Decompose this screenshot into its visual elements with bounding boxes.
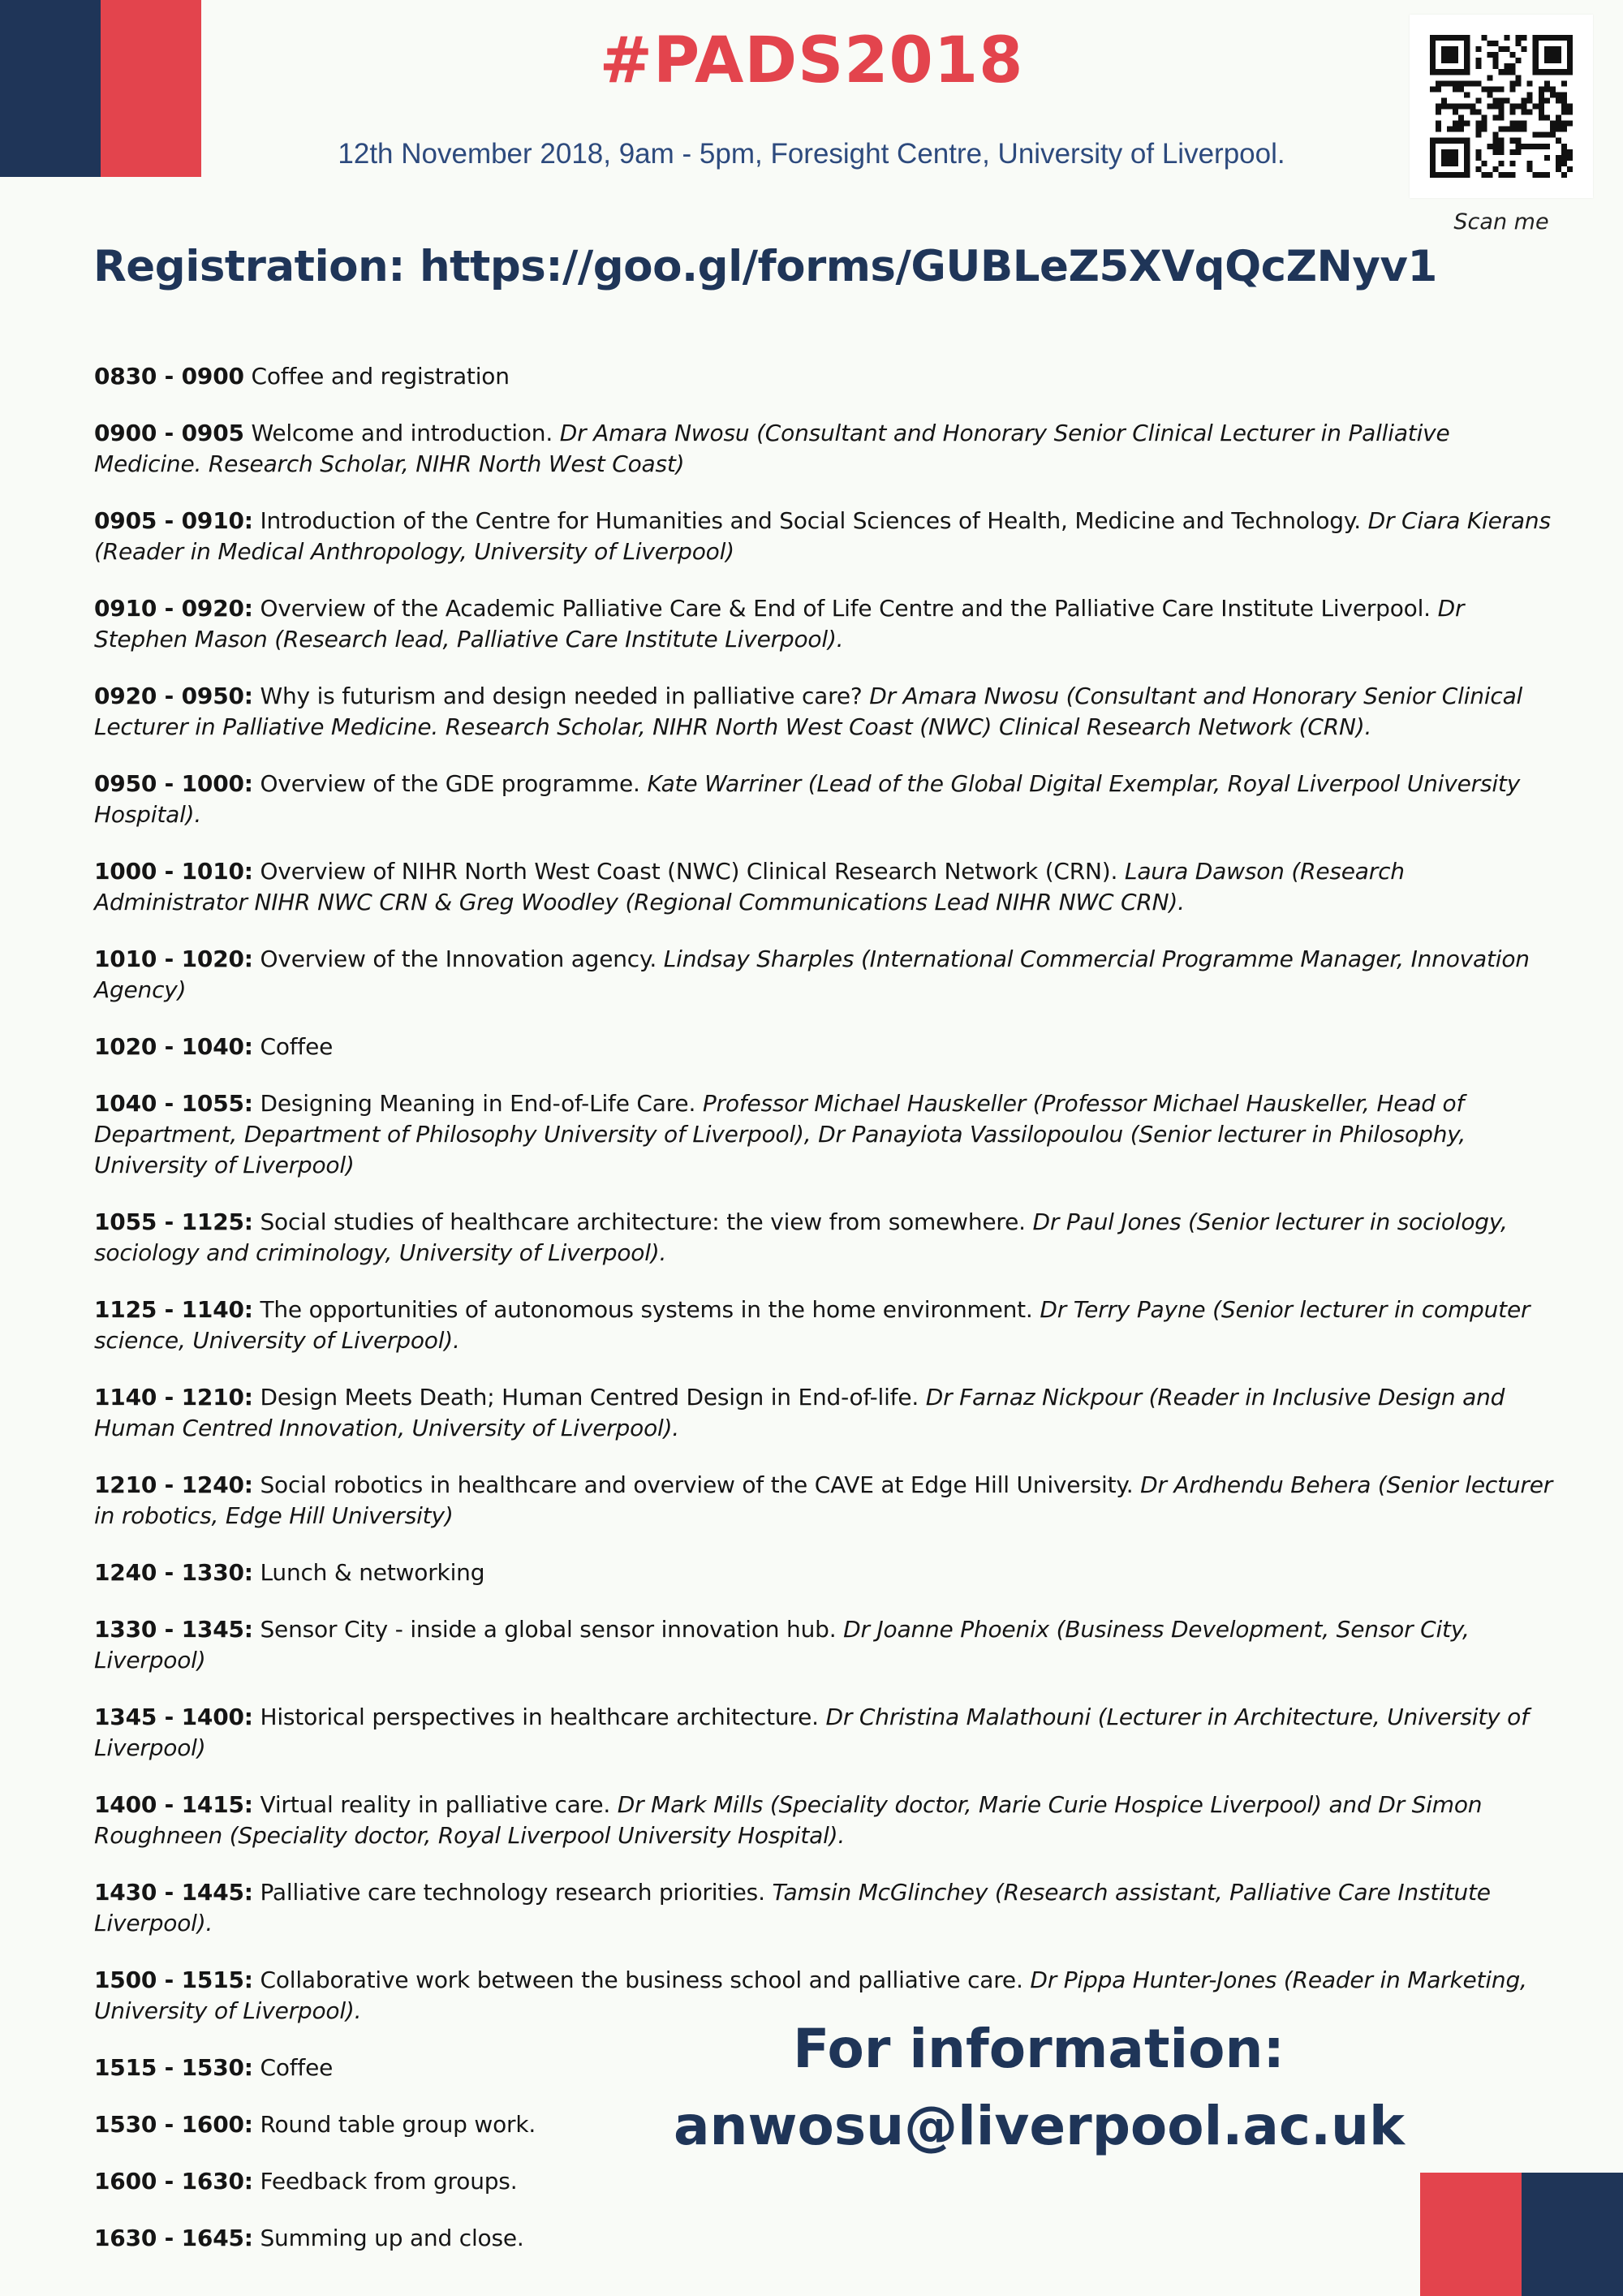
- agenda-session-title: Historical perspectives in healthcare architecture.: [260, 1704, 819, 1730]
- agenda-time: 0910 - 0920:: [94, 595, 253, 622]
- agenda-time: 1330 - 1345:: [94, 1616, 253, 1643]
- agenda-item: [94, 506, 1555, 567]
- agenda-time: 1000 - 1010:: [94, 858, 253, 885]
- agenda-speaker: Tamsin McGlinchey (Research assistant, Palliative Care Institute Liverpool).: [94, 1879, 1491, 1936]
- qr-code[interactable]: [1410, 15, 1593, 198]
- agenda-item: [94, 1207, 1555, 1269]
- event-date-location: 12th November 2018, 9am - 5pm, Foresight Centre, University of Liverpool.: [338, 138, 1285, 170]
- agenda-time: 1400 - 1415:: [94, 1791, 253, 1818]
- agenda-speaker: Kate Warriner (Lead of the Global Digital Exemplar, Royal Liverpool University Hospital).: [94, 770, 1521, 828]
- agenda-item: [94, 1557, 1555, 1588]
- agenda-session-title: Round table group work.: [260, 2111, 536, 2138]
- agenda-item: [94, 2166, 1555, 2197]
- agenda-time: 1140 - 1210:: [94, 1384, 253, 1411]
- agenda-item: [94, 681, 1555, 743]
- agenda-speaker: Dr Ardhendu Behera (Senior lecturer in robotics, Edge Hill University): [94, 1471, 1553, 1529]
- agenda-session-title: Overview of the Academic Palliative Care & End of Life Centre and the Palliative Care Institute Liverpool.: [260, 595, 1431, 622]
- agenda-item: [94, 418, 1555, 480]
- agenda-session-title: Sensor City - inside a global sensor innovation hub.: [260, 1616, 837, 1643]
- agenda-speaker: Dr Amara Nwosu (Consultant and Honorary Senior Clinical Lecturer in Palliative Medicine. Research Scholar, NIHR North West Coast): [94, 420, 1450, 477]
- contact-info-label: For information:: [793, 2018, 1285, 2080]
- event-hashtag-title: #PADS2018: [599, 24, 1024, 97]
- agenda-item: [94, 1877, 1555, 1939]
- agenda-item: [94, 1088, 1555, 1181]
- agenda-speaker: Dr Joanne Phoenix (Business Development, Sensor City, Liverpool): [94, 1616, 1470, 1674]
- agenda-time: 1020 - 1040:: [94, 1033, 253, 1060]
- agenda-session-title: The opportunities of autonomous systems in the home environment.: [260, 1296, 1033, 1323]
- agenda-session-title: Coffee and registration: [251, 363, 510, 390]
- agenda-time: 0905 - 0910:: [94, 507, 253, 534]
- agenda-speaker: Laura Dawson (Research Administrator NIHR NWC CRN & Greg Woodley (Regional Communications Lead NIHR NWC CRN).: [94, 858, 1405, 915]
- agenda-session-title: Lunch & networking: [260, 1559, 485, 1586]
- agenda-session-title: Designing Meaning in End-of-Life Care.: [260, 1090, 696, 1117]
- corner-block-red-bottom: [1420, 2173, 1522, 2296]
- agenda-session-title: Summing up and close.: [260, 2225, 524, 2251]
- corner-block-navy-bottom: [1522, 2173, 1623, 2296]
- agenda-speaker: Professor Michael Hauskeller (Professor Michael Hauskeller, Head of Department, Department of Philosophy University of Liverpool), Dr Panayiota Vassilopoulou (Senior lecturer in Philosophy, University of Liverpool): [94, 1090, 1466, 1178]
- agenda-time: 1040 - 1055:: [94, 1090, 253, 1117]
- contact-info: [674, 2013, 1404, 2167]
- agenda-session-title: Design Meets Death; Human Centred Design in End-of-life.: [260, 1384, 919, 1411]
- agenda-time: 1600 - 1630:: [94, 2168, 253, 2195]
- agenda-time: 1630 - 1645:: [94, 2225, 253, 2251]
- agenda-item: [94, 593, 1555, 655]
- contact-email-link[interactable]: anwosu@liverpool.ac.uk: [674, 2095, 1405, 2157]
- agenda-session-title: Coffee: [260, 2054, 334, 2081]
- agenda-item: [94, 1470, 1555, 1531]
- agenda-item: [94, 1032, 1555, 1062]
- agenda-session-title: Feedback from groups.: [260, 2168, 518, 2195]
- agenda-speaker: Dr Amara Nwosu (Consultant and Honorary Senior Clinical Lecturer in Palliative Medicine. Research Scholar, NIHR North West Coast (NWC) Clinical Research Network (CRN).: [94, 683, 1523, 740]
- agenda-session-title: Coffee: [260, 1033, 334, 1060]
- agenda-speaker: Lindsay Sharples (International Commercial Programme Manager, Innovation Agency): [94, 946, 1530, 1003]
- agenda-speaker: Dr Christina Malathouni (Lecturer in Architecture, University of Liverpool): [94, 1704, 1529, 1761]
- agenda-time: 1210 - 1240:: [94, 1471, 253, 1498]
- agenda-item: [94, 1702, 1555, 1764]
- agenda-time: 1010 - 1020:: [94, 946, 253, 972]
- agenda-time: 0950 - 1000:: [94, 770, 253, 797]
- agenda-session-title: Virtual reality in palliative care.: [260, 1791, 611, 1818]
- agenda-item: [94, 1614, 1555, 1676]
- agenda-item: [94, 1294, 1555, 1356]
- agenda-time: 1055 - 1125:: [94, 1208, 253, 1235]
- agenda-session-title: Collaborative work between the business school and palliative care.: [260, 1966, 1023, 1993]
- agenda-time: 1430 - 1445:: [94, 1879, 253, 1906]
- agenda-item: [94, 856, 1555, 918]
- agenda-session-title: Why is futurism and design needed in palliative care?: [260, 683, 863, 709]
- agenda-session-title: Overview of the Innovation agency.: [260, 946, 657, 972]
- agenda-item: [94, 769, 1555, 830]
- agenda-item: [94, 944, 1555, 1006]
- agenda-list: [94, 361, 1555, 2280]
- agenda-session-title: Welcome and introduction.: [251, 420, 553, 446]
- agenda-session-title: Social robotics in healthcare and overview of the CAVE at Edge Hill University.: [260, 1471, 1134, 1498]
- agenda-time: 1345 - 1400:: [94, 1704, 253, 1730]
- agenda-session-title: Introduction of the Centre for Humanities and Social Sciences of Health, Medicine and Technology.: [260, 507, 1361, 534]
- agenda-speaker: Dr Paul Jones (Senior lecturer in sociology, sociology and criminology, University of Liverpool).: [94, 1208, 1508, 1266]
- qr-code-icon: [1430, 35, 1573, 178]
- agenda-time: 1515 - 1530:: [94, 2054, 253, 2081]
- agenda-speaker: Dr Pippa Hunter-Jones (Reader in Marketing, University of Liverpool).: [94, 1966, 1527, 2024]
- agenda-time: 1500 - 1515:: [94, 1966, 253, 1993]
- agenda-session-title: Social studies of healthcare architecture: the view from somewhere.: [260, 1208, 1026, 1235]
- agenda-speaker: Dr Farnaz Nickpour (Reader in Inclusive Design and Human Centred Innovation, University of Liverpool).: [94, 1384, 1505, 1441]
- agenda-session-title: Overview of NIHR North West Coast (NWC) Clinical Research Network (CRN).: [260, 858, 1118, 885]
- scan-me-label: Scan me: [1453, 209, 1549, 235]
- agenda-time: 0830 - 0900: [94, 363, 244, 390]
- agenda-time: 1530 - 1600:: [94, 2111, 253, 2138]
- agenda-item: [94, 1790, 1555, 1851]
- agenda-session-title: Overview of the GDE programme.: [260, 770, 640, 797]
- agenda-item: [94, 361, 1555, 392]
- agenda-speaker: Dr Stephen Mason (Research lead, Palliative Care Institute Liverpool).: [94, 595, 1465, 653]
- agenda-item: [94, 2223, 1555, 2254]
- agenda-time: 0900 - 0905: [94, 420, 244, 446]
- agenda-time: 1240 - 1330:: [94, 1559, 253, 1586]
- agenda-item: [94, 1382, 1555, 1444]
- agenda-time: 0920 - 0950:: [94, 683, 253, 709]
- agenda-time: 1125 - 1140:: [94, 1296, 253, 1323]
- agenda-session-title: Palliative care technology research priorities.: [260, 1879, 765, 1906]
- agenda-speaker: Dr Ciara Kierans (Reader in Medical Anthropology, University of Liverpool): [94, 507, 1551, 565]
- agenda-speaker: Dr Mark Mills (Speciality doctor, Marie Curie Hospice Liverpool) and Dr Simon Roughneen (Speciality doctor, Royal Liverpool University Hospital).: [94, 1791, 1483, 1849]
- registration-link[interactable]: Registration: https://goo.gl/forms/GUBLeZ5XVqQcZNyv1: [93, 242, 1437, 291]
- agenda-speaker: Dr Terry Payne (Senior lecturer in computer science, University of Liverpool).: [94, 1296, 1530, 1354]
